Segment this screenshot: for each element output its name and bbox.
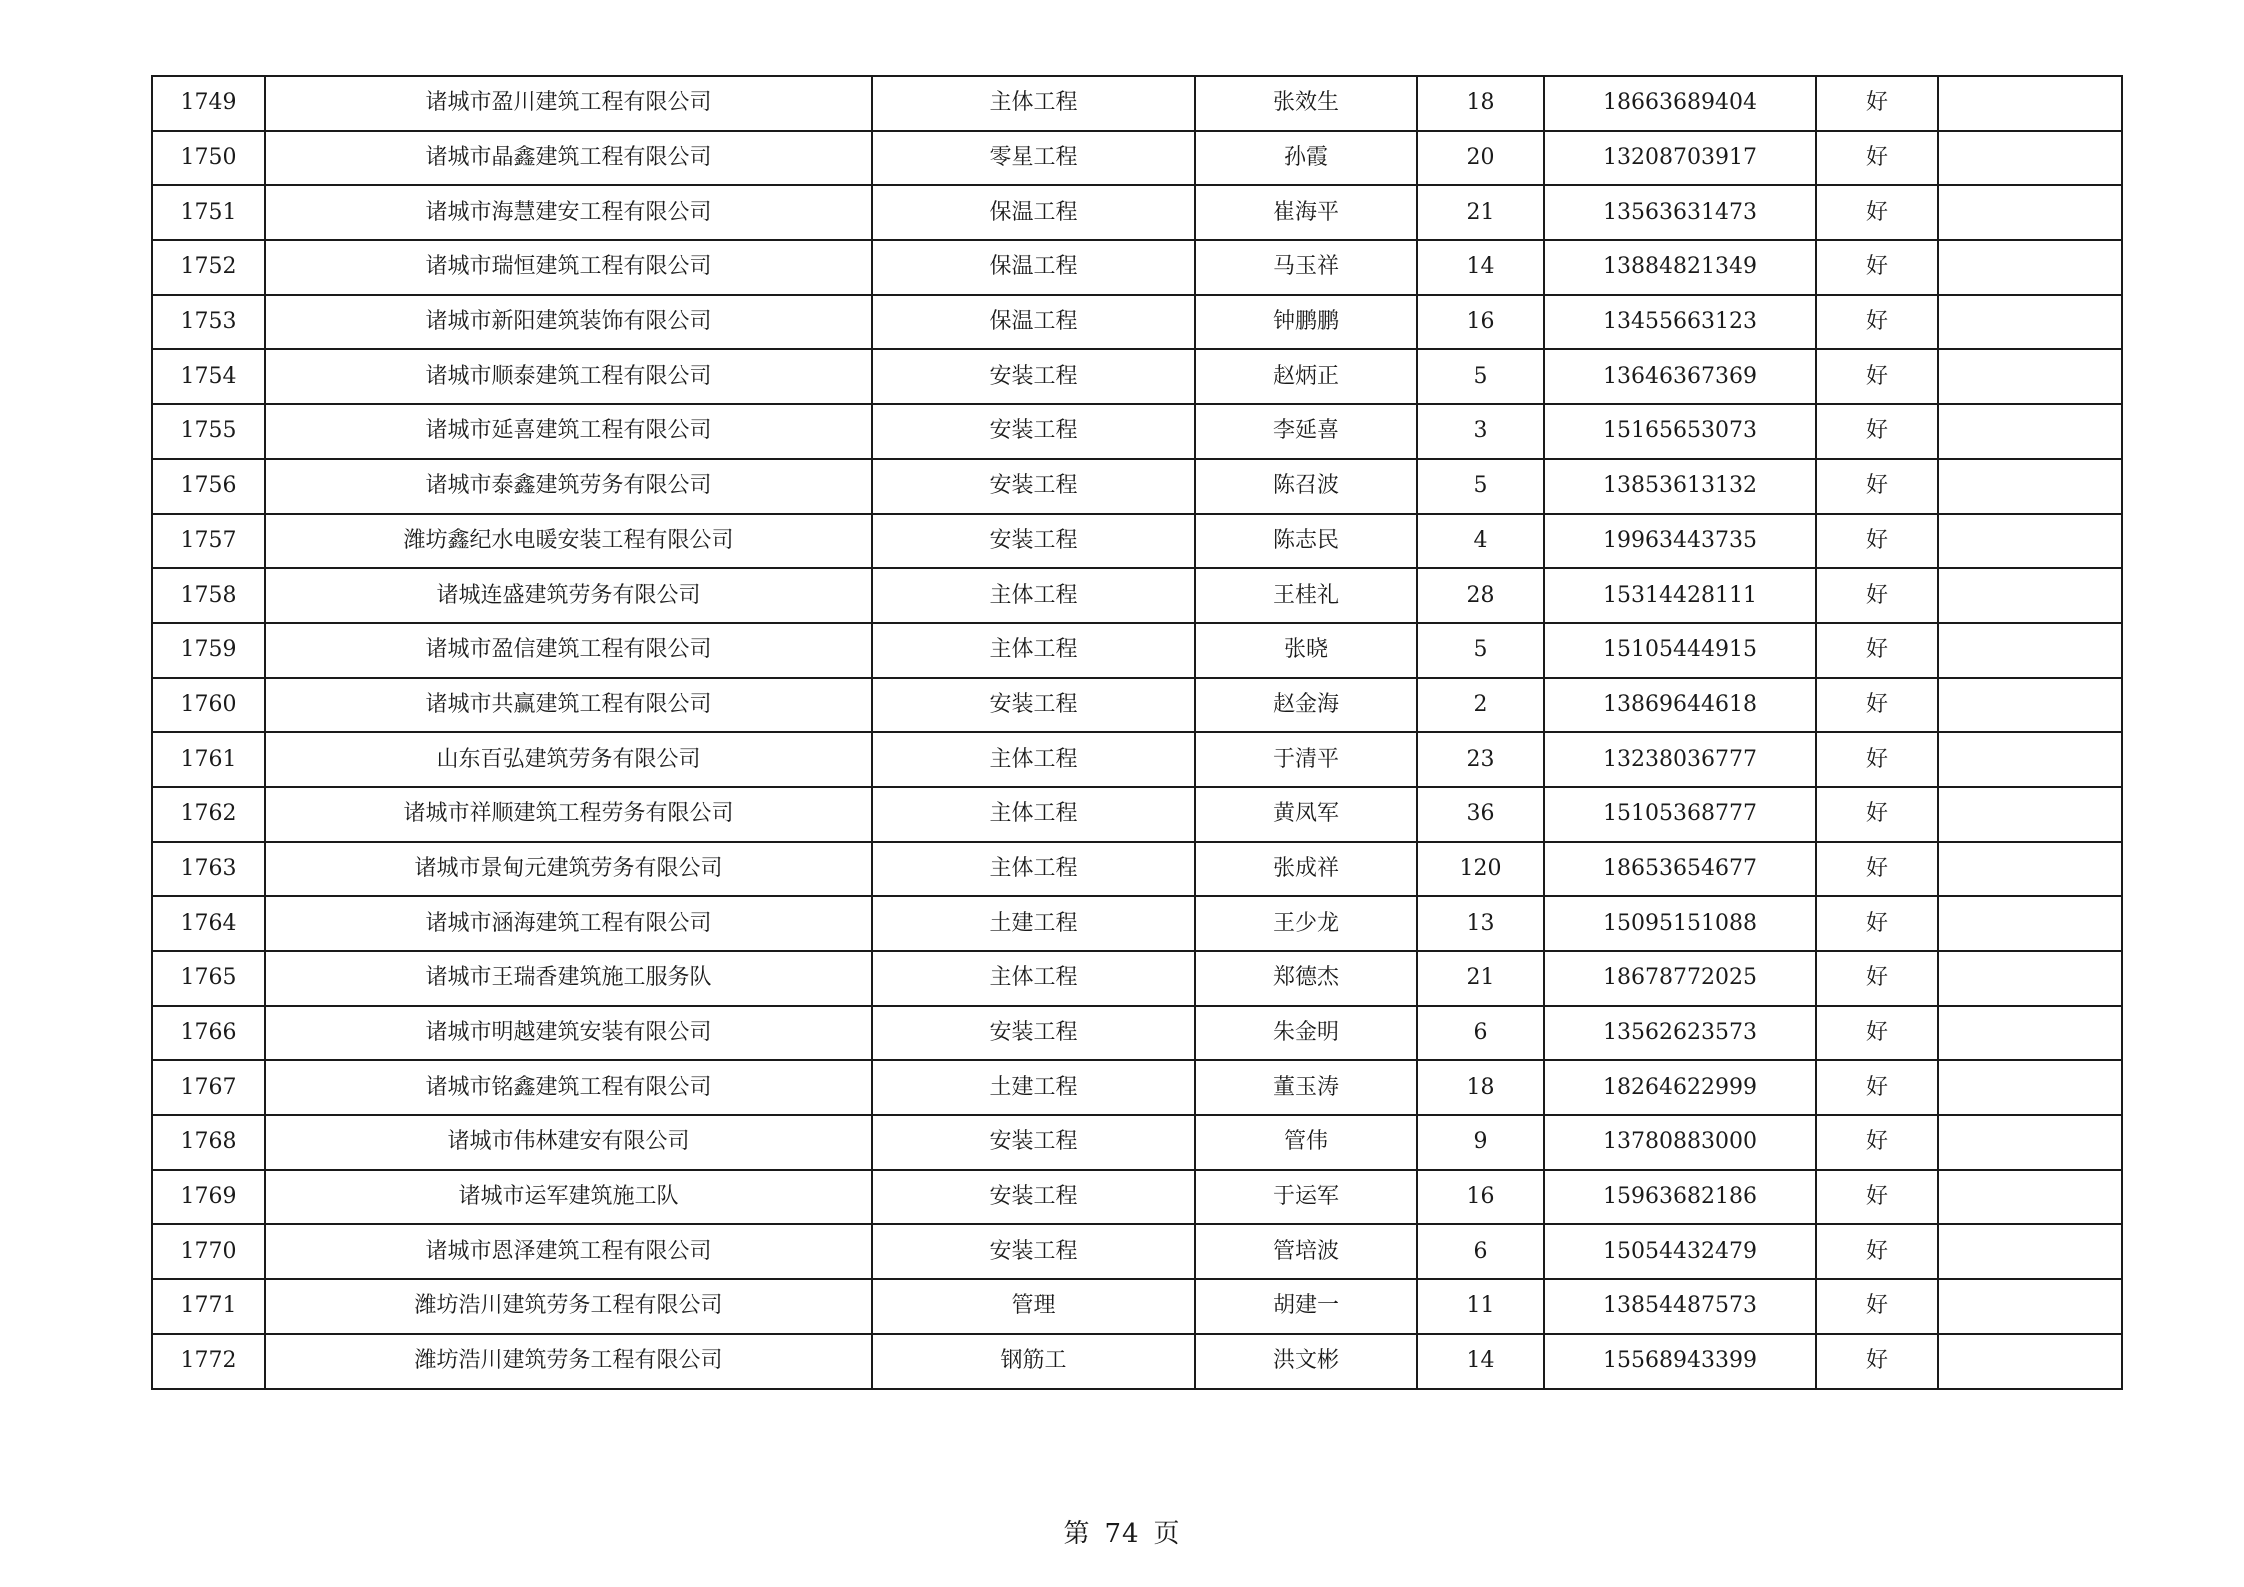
rating-cell: 好 [1816, 76, 1938, 131]
row-number-cell: 1758 [152, 568, 265, 623]
contact-person-cell: 崔海平 [1195, 185, 1417, 240]
rating-cell: 好 [1816, 240, 1938, 295]
worker-count-cell: 120 [1417, 842, 1544, 897]
worker-count-cell: 14 [1417, 1334, 1544, 1389]
work-type-cell: 管理 [872, 1279, 1195, 1334]
rating-cell: 好 [1816, 1115, 1938, 1170]
remark-cell [1938, 1060, 2122, 1115]
contact-person-cell: 管伟 [1195, 1115, 1417, 1170]
work-type-cell: 主体工程 [872, 842, 1195, 897]
work-type-cell: 安装工程 [872, 1006, 1195, 1061]
work-type-cell: 主体工程 [872, 787, 1195, 842]
contact-person-cell: 张晓 [1195, 623, 1417, 678]
work-type-cell: 主体工程 [872, 623, 1195, 678]
row-number-cell: 1760 [152, 678, 265, 733]
remark-cell [1938, 185, 2122, 240]
contact-person-cell: 于运军 [1195, 1170, 1417, 1225]
row-number-cell: 1762 [152, 787, 265, 842]
worker-count-cell: 20 [1417, 131, 1544, 186]
work-type-cell: 安装工程 [872, 1224, 1195, 1279]
row-number-cell: 1753 [152, 295, 265, 350]
table-row [152, 1170, 2122, 1225]
phone-number-cell: 19963443735 [1544, 514, 1816, 569]
phone-number-cell: 13455663123 [1544, 295, 1816, 350]
company-name-cell: 诸城市延喜建筑工程有限公司 [265, 404, 872, 459]
table-row [152, 240, 2122, 295]
table-row [152, 1006, 2122, 1061]
table-row [152, 732, 2122, 787]
company-name-cell: 诸城市祥顺建筑工程劳务有限公司 [265, 787, 872, 842]
contact-person-cell: 黄凤军 [1195, 787, 1417, 842]
contact-person-cell: 于清平 [1195, 732, 1417, 787]
work-type-cell: 保温工程 [872, 185, 1195, 240]
row-number-cell: 1771 [152, 1279, 265, 1334]
row-number-cell: 1756 [152, 459, 265, 514]
work-type-cell: 土建工程 [872, 1060, 1195, 1115]
rating-cell: 好 [1816, 1060, 1938, 1115]
phone-number-cell: 15963682186 [1544, 1170, 1816, 1225]
worker-count-cell: 5 [1417, 459, 1544, 514]
table-row [152, 1334, 2122, 1389]
phone-number-cell: 13563631473 [1544, 185, 1816, 240]
phone-number-cell: 13646367369 [1544, 349, 1816, 404]
contact-person-cell: 赵炳正 [1195, 349, 1417, 404]
contact-person-cell: 董玉涛 [1195, 1060, 1417, 1115]
work-type-cell: 安装工程 [872, 349, 1195, 404]
work-type-cell: 钢筋工 [872, 1334, 1195, 1389]
work-type-cell: 零星工程 [872, 131, 1195, 186]
worker-count-cell: 3 [1417, 404, 1544, 459]
work-type-cell: 土建工程 [872, 896, 1195, 951]
page-prefix: 第 [1063, 1519, 1091, 1549]
contact-person-cell: 洪文彬 [1195, 1334, 1417, 1389]
table-row [152, 1115, 2122, 1170]
page-footer [0, 1513, 2244, 1550]
worker-count-cell: 21 [1417, 185, 1544, 240]
row-number-cell: 1749 [152, 76, 265, 131]
work-type-cell: 主体工程 [872, 76, 1195, 131]
phone-number-cell: 18678772025 [1544, 951, 1816, 1006]
worker-count-cell: 9 [1417, 1115, 1544, 1170]
rating-cell: 好 [1816, 459, 1938, 514]
rating-cell: 好 [1816, 623, 1938, 678]
rating-cell: 好 [1816, 568, 1938, 623]
work-type-cell: 保温工程 [872, 240, 1195, 295]
company-name-cell: 诸城市新阳建筑装饰有限公司 [265, 295, 872, 350]
worker-count-cell: 18 [1417, 76, 1544, 131]
contact-person-cell: 胡建一 [1195, 1279, 1417, 1334]
worker-count-cell: 13 [1417, 896, 1544, 951]
company-name-cell: 诸城市晶鑫建筑工程有限公司 [265, 131, 872, 186]
contact-person-cell: 王少龙 [1195, 896, 1417, 951]
worker-count-cell: 28 [1417, 568, 1544, 623]
rating-cell: 好 [1816, 787, 1938, 842]
rating-cell: 好 [1816, 131, 1938, 186]
remark-cell [1938, 131, 2122, 186]
company-name-cell: 诸城市泰鑫建筑劳务有限公司 [265, 459, 872, 514]
company-name-cell: 诸城市海慧建安工程有限公司 [265, 185, 872, 240]
rating-cell: 好 [1816, 349, 1938, 404]
company-name-cell: 诸城连盛建筑劳务有限公司 [265, 568, 872, 623]
company-name-cell: 诸城市伟林建安有限公司 [265, 1115, 872, 1170]
phone-number-cell: 18653654677 [1544, 842, 1816, 897]
company-name-cell: 诸城市王瑞香建筑施工服务队 [265, 951, 872, 1006]
phone-number-cell: 13884821349 [1544, 240, 1816, 295]
phone-number-cell: 15054432479 [1544, 1224, 1816, 1279]
phone-number-cell: 15165653073 [1544, 404, 1816, 459]
table-row [152, 1060, 2122, 1115]
row-number-cell: 1759 [152, 623, 265, 678]
row-number-cell: 1751 [152, 185, 265, 240]
remark-cell [1938, 1224, 2122, 1279]
company-name-cell: 诸城市盈信建筑工程有限公司 [265, 623, 872, 678]
row-number-cell: 1757 [152, 514, 265, 569]
work-type-cell: 主体工程 [872, 951, 1195, 1006]
remark-cell [1938, 842, 2122, 897]
table-row [152, 623, 2122, 678]
table-row [152, 568, 2122, 623]
row-number-cell: 1750 [152, 131, 265, 186]
work-type-cell: 安装工程 [872, 514, 1195, 569]
work-type-cell: 保温工程 [872, 295, 1195, 350]
rating-cell: 好 [1816, 896, 1938, 951]
company-name-cell: 潍坊浩川建筑劳务工程有限公司 [265, 1334, 872, 1389]
table-row [152, 459, 2122, 514]
worker-count-cell: 6 [1417, 1006, 1544, 1061]
row-number-cell: 1763 [152, 842, 265, 897]
contact-person-cell: 张成祥 [1195, 842, 1417, 897]
worker-count-cell: 5 [1417, 623, 1544, 678]
remark-cell [1938, 76, 2122, 131]
phone-number-cell: 13854487573 [1544, 1279, 1816, 1334]
work-type-cell: 安装工程 [872, 678, 1195, 733]
table-row [152, 1279, 2122, 1334]
table-row [152, 185, 2122, 240]
worker-count-cell: 36 [1417, 787, 1544, 842]
table-row [152, 787, 2122, 842]
rating-cell: 好 [1816, 185, 1938, 240]
rating-cell: 好 [1816, 404, 1938, 459]
phone-number-cell: 13869644618 [1544, 678, 1816, 733]
remark-cell [1938, 1006, 2122, 1061]
rating-cell: 好 [1816, 678, 1938, 733]
worker-count-cell: 5 [1417, 349, 1544, 404]
remark-cell [1938, 1334, 2122, 1389]
phone-number-cell: 13780883000 [1544, 1115, 1816, 1170]
work-type-cell: 主体工程 [872, 568, 1195, 623]
rating-cell: 好 [1816, 1170, 1938, 1225]
company-name-cell: 诸城市景甸元建筑劳务有限公司 [265, 842, 872, 897]
rating-cell: 好 [1816, 732, 1938, 787]
page-suffix: 页 [1153, 1519, 1181, 1549]
remark-cell [1938, 1170, 2122, 1225]
contact-person-cell: 朱金明 [1195, 1006, 1417, 1061]
row-number-cell: 1765 [152, 951, 265, 1006]
table-row [152, 131, 2122, 186]
remark-cell [1938, 896, 2122, 951]
table-row [152, 76, 2122, 131]
company-name-cell: 诸城市瑞恒建筑工程有限公司 [265, 240, 872, 295]
company-name-cell: 诸城市顺泰建筑工程有限公司 [265, 349, 872, 404]
table-row [152, 349, 2122, 404]
work-type-cell: 安装工程 [872, 459, 1195, 514]
phone-number-cell: 13208703917 [1544, 131, 1816, 186]
row-number-cell: 1767 [152, 1060, 265, 1115]
row-number-cell: 1768 [152, 1115, 265, 1170]
remark-cell [1938, 678, 2122, 733]
row-number-cell: 1766 [152, 1006, 265, 1061]
table-row [152, 1224, 2122, 1279]
worker-count-cell: 16 [1417, 295, 1544, 350]
phone-number-cell: 18264622999 [1544, 1060, 1816, 1115]
worker-count-cell: 4 [1417, 514, 1544, 569]
table-row [152, 514, 2122, 569]
rating-cell: 好 [1816, 951, 1938, 1006]
remark-cell [1938, 732, 2122, 787]
worker-count-cell: 18 [1417, 1060, 1544, 1115]
work-type-cell: 安装工程 [872, 404, 1195, 459]
rating-cell: 好 [1816, 842, 1938, 897]
work-type-cell: 安装工程 [872, 1115, 1195, 1170]
rating-cell: 好 [1816, 514, 1938, 569]
contact-person-cell: 张效生 [1195, 76, 1417, 131]
contact-person-cell: 赵金海 [1195, 678, 1417, 733]
worker-count-cell: 14 [1417, 240, 1544, 295]
remark-cell [1938, 349, 2122, 404]
row-number-cell: 1772 [152, 1334, 265, 1389]
row-number-cell: 1761 [152, 732, 265, 787]
phone-number-cell: 15105368777 [1544, 787, 1816, 842]
rating-cell: 好 [1816, 1334, 1938, 1389]
row-number-cell: 1770 [152, 1224, 265, 1279]
contact-person-cell: 陈召波 [1195, 459, 1417, 514]
work-type-cell: 安装工程 [872, 1170, 1195, 1225]
row-number-cell: 1764 [152, 896, 265, 951]
remark-cell [1938, 568, 2122, 623]
phone-number-cell: 15314428111 [1544, 568, 1816, 623]
company-name-cell: 诸城市恩泽建筑工程有限公司 [265, 1224, 872, 1279]
remark-cell [1938, 951, 2122, 1006]
remark-cell [1938, 1115, 2122, 1170]
table-row [152, 295, 2122, 350]
contact-person-cell: 陈志民 [1195, 514, 1417, 569]
contact-person-cell: 孙霞 [1195, 131, 1417, 186]
worker-count-cell: 21 [1417, 951, 1544, 1006]
phone-number-cell: 15105444915 [1544, 623, 1816, 678]
remark-cell [1938, 459, 2122, 514]
row-number-cell: 1755 [152, 404, 265, 459]
company-name-cell: 诸城市共赢建筑工程有限公司 [265, 678, 872, 733]
contact-person-cell: 李延喜 [1195, 404, 1417, 459]
remark-cell [1938, 295, 2122, 350]
table-row [152, 678, 2122, 733]
rating-cell: 好 [1816, 1006, 1938, 1061]
row-number-cell: 1769 [152, 1170, 265, 1225]
worker-count-cell: 16 [1417, 1170, 1544, 1225]
remark-cell [1938, 623, 2122, 678]
table-row [152, 896, 2122, 951]
row-number-cell: 1752 [152, 240, 265, 295]
phone-number-cell: 13562623573 [1544, 1006, 1816, 1061]
table-row [152, 404, 2122, 459]
phone-number-cell: 13853613132 [1544, 459, 1816, 514]
company-name-cell: 诸城市盈川建筑工程有限公司 [265, 76, 872, 131]
contact-person-cell: 钟鹏鹏 [1195, 295, 1417, 350]
company-name-cell: 诸城市铭鑫建筑工程有限公司 [265, 1060, 872, 1115]
worker-count-cell: 11 [1417, 1279, 1544, 1334]
phone-number-cell: 13238036777 [1544, 732, 1816, 787]
contractor-table [151, 75, 2123, 1390]
company-name-cell: 潍坊鑫纪水电暖安装工程有限公司 [265, 514, 872, 569]
worker-count-cell: 23 [1417, 732, 1544, 787]
remark-cell [1938, 514, 2122, 569]
table-row [152, 842, 2122, 897]
contact-person-cell: 马玉祥 [1195, 240, 1417, 295]
page-number: 74 [1104, 1519, 1140, 1549]
company-name-cell: 诸城市涵海建筑工程有限公司 [265, 896, 872, 951]
company-name-cell: 山东百弘建筑劳务有限公司 [265, 732, 872, 787]
remark-cell [1938, 1279, 2122, 1334]
table-row [152, 951, 2122, 1006]
company-name-cell: 诸城市运军建筑施工队 [265, 1170, 872, 1225]
contact-person-cell: 郑德杰 [1195, 951, 1417, 1006]
company-name-cell: 潍坊浩川建筑劳务工程有限公司 [265, 1279, 872, 1334]
rating-cell: 好 [1816, 1224, 1938, 1279]
phone-number-cell: 15568943399 [1544, 1334, 1816, 1389]
rating-cell: 好 [1816, 295, 1938, 350]
remark-cell [1938, 240, 2122, 295]
remark-cell [1938, 404, 2122, 459]
phone-number-cell: 18663689404 [1544, 76, 1816, 131]
remark-cell [1938, 787, 2122, 842]
worker-count-cell: 6 [1417, 1224, 1544, 1279]
phone-number-cell: 15095151088 [1544, 896, 1816, 951]
worker-count-cell: 2 [1417, 678, 1544, 733]
work-type-cell: 主体工程 [872, 732, 1195, 787]
table-body [152, 76, 2122, 1389]
row-number-cell: 1754 [152, 349, 265, 404]
company-name-cell: 诸城市明越建筑安装有限公司 [265, 1006, 872, 1061]
contact-person-cell: 管培波 [1195, 1224, 1417, 1279]
rating-cell: 好 [1816, 1279, 1938, 1334]
contact-person-cell: 王桂礼 [1195, 568, 1417, 623]
